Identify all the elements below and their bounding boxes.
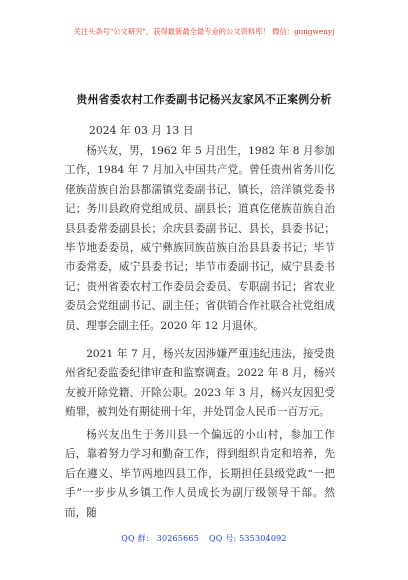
paragraph-career: 杨兴友出生于务川县一个偏远的小山村，参加工作后，靠着努力学习和勤奋工作，得到组织肯定和培养，先后在遵义、毕节两地四县工作，长期担任县级党政“一把手”一步步从乡镇工作人员成长为副厅级领导干部。然而，随: [65, 429, 335, 519]
contact-footer: [0, 533, 408, 544]
document-date: 2024 年 03 月 13 日: [89, 124, 194, 137]
qq-number-text[interactable]: QQ 号: 535304092: [209, 534, 287, 543]
paragraph-investigation: 2021 年 7 月，杨兴友因涉嫌严重违纪违法，接受贵州省纪委监委纪律审查和监察调查。2022 年 8 月，杨兴友被开除党籍、开除公职。2023 年 3 月，杨兴友因犯受贿罪，被判处有期徒刑十年，并处罚金人民币一百万元。: [65, 348, 335, 419]
promo-banner[interactable]: [0, 27, 408, 37]
document-title: 贵州省委农村工作委副书记杨兴友家风不正案例分析: [76, 93, 332, 106]
qq-group-text[interactable]: QQ 群： 30265665: [121, 534, 199, 543]
paragraph-biography: 杨兴友，男，1962 年 5 月出生，1982 年 8 月参加工作，1984 年 7 月加入中国共产党。曾任贵州省务川仡佬族苗族自治县都濡镇党委副书记、镇长，涪洋镇党委书记；务川县政府党组成员、副县长；道真仡佬族苗族自治县县委常委副县长；余庆县委副书记、县长，县委书记；毕节地委委员，威宁彝族回族苗族自治县县委书记；毕节市委常委，威宁县委书记；毕节市委副书记，威宁县委书记；贵州省委农村工作委员会委员、专职副书记；省农业委员会党组副书记、副主任；省供销合作社联合社党组成员、理事会副主任。2020 年 12 月退休。: [65, 145, 335, 332]
promo-text[interactable]: 关注头条号"公文研究"，获得最新最全最专业的公文资料库！ 微信：gongwenyj: [73, 27, 335, 36]
